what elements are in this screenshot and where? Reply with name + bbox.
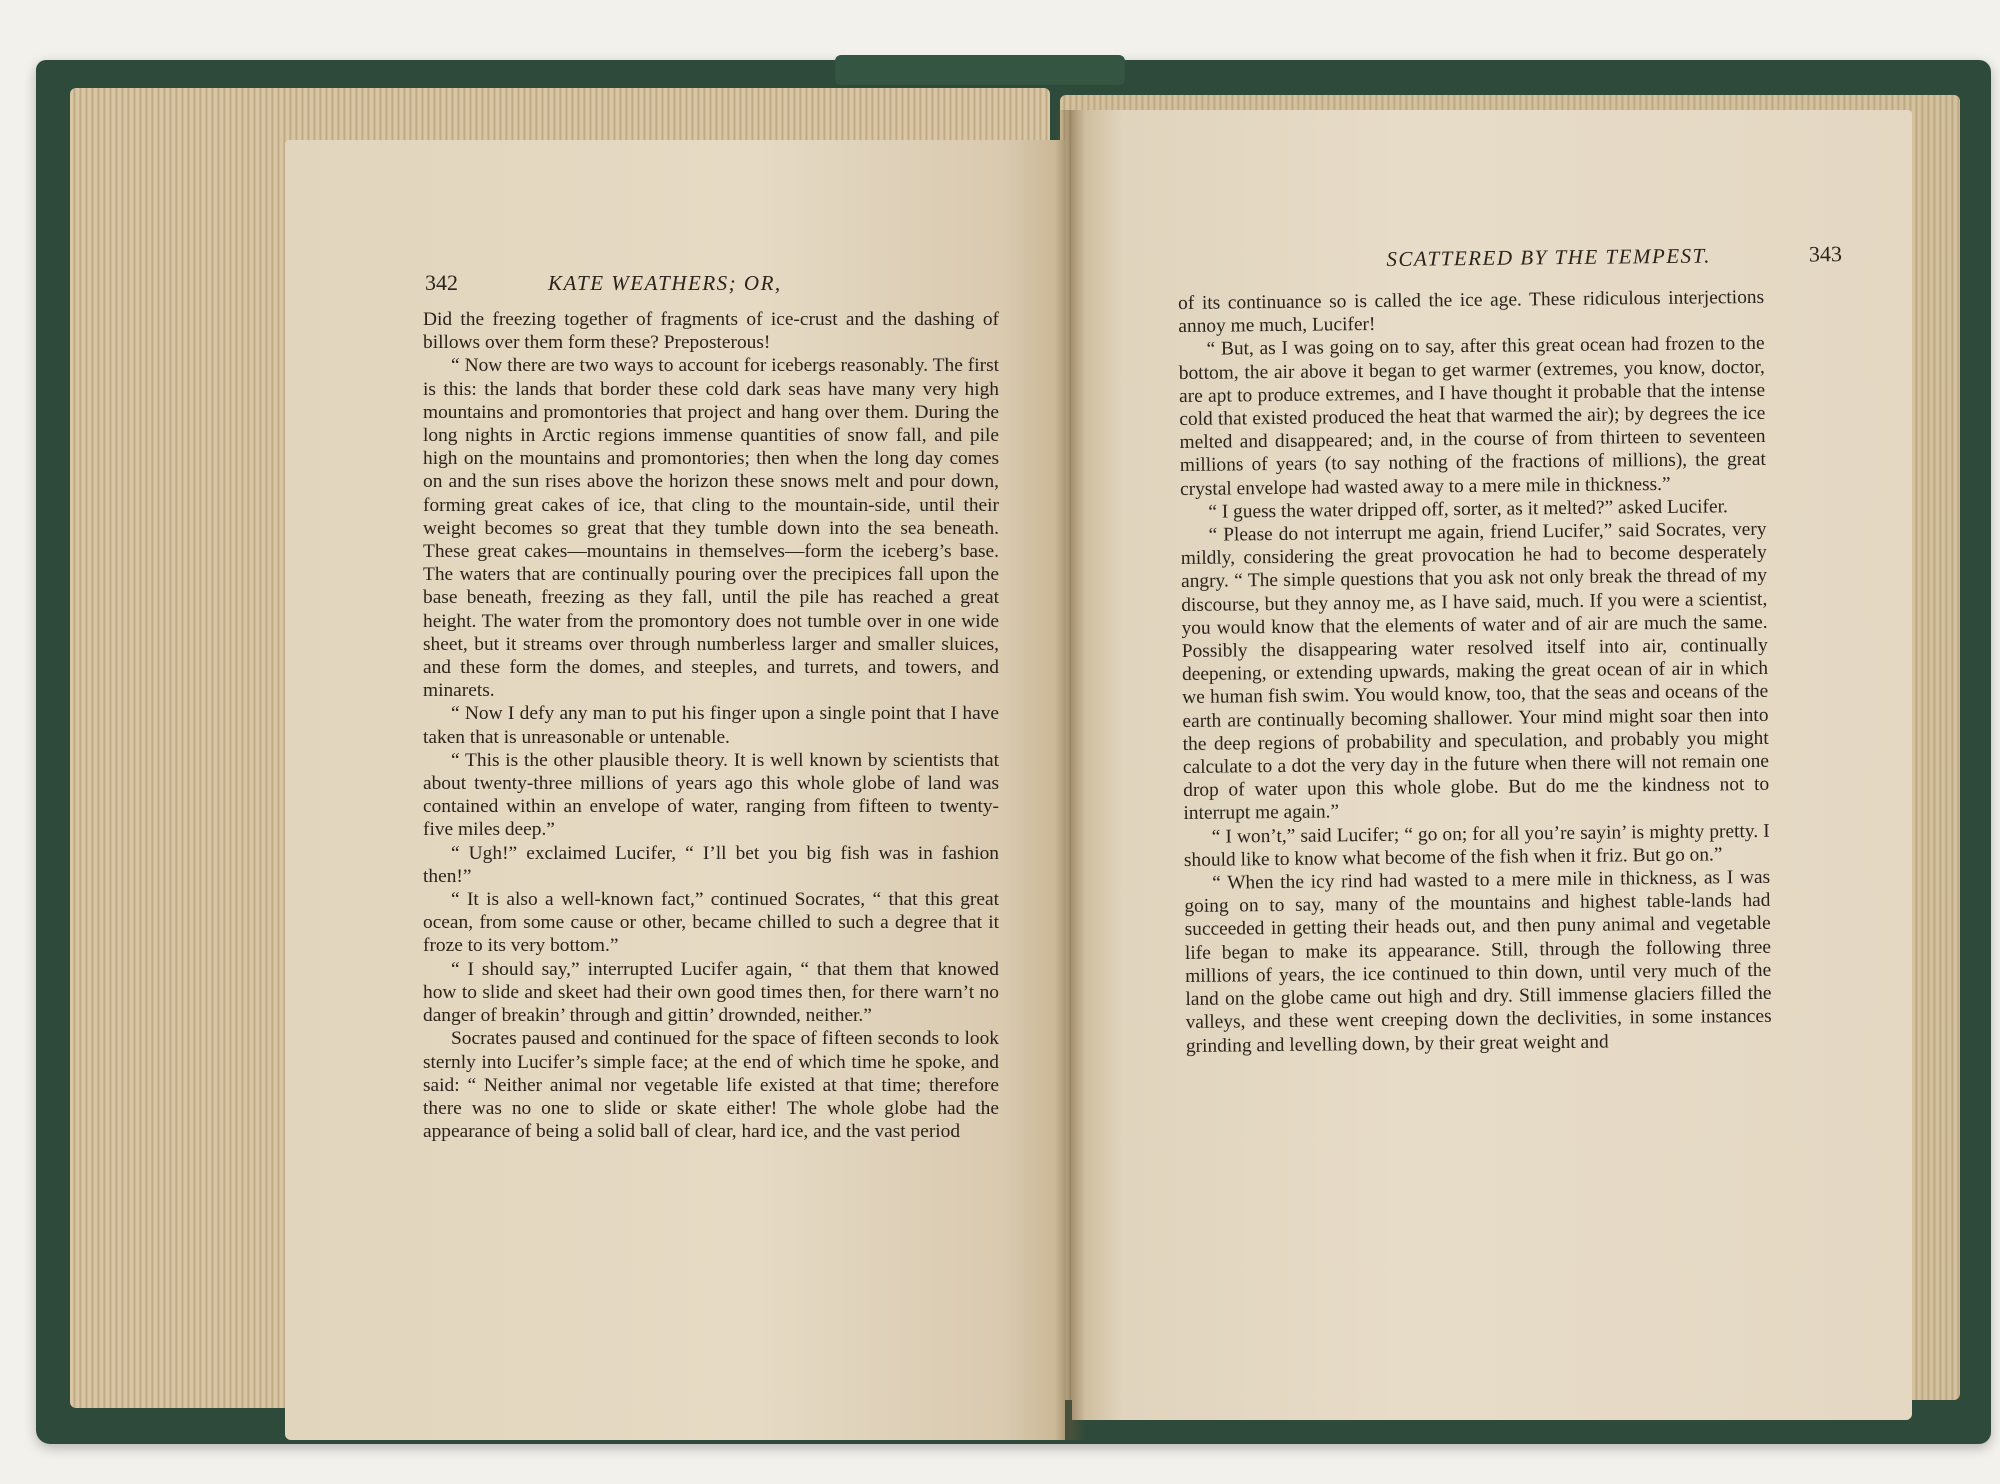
paragraph: of its continuance so is called the ice age. These ridiculous interjections annoy me much, Lucifer! — [1178, 286, 1765, 338]
paragraph: “ Now there are two ways to account for icebergs reasonably. The first is this: the lands that border these cold dark seas have many very high mountains and promontories that project and hang over them. During the long nights in Arctic regions immense quantities of snow fall, and pile high on the mountains and promontories; then when the long day comes on and the sun rises above the horizon these snows melt and pour down, forming great cakes of ice, that cling to the mountain-side, until their weight becomes so great that they tumble down into the sea beneath. These great cakes—mountains in themselves—form the iceberg’s base. The waters that are continually pouring over the precipices fall upon the base beneath, freezing as they fall, until the pile has reached a great height. The water from the promontory does not tumble over in one wide sheet, but it streams over through numberless larger and smaller sluices, and these form the domes, and steeples, and turrets, and towers, and minarets. — [423, 355, 999, 702]
right-page-number: 343 — [1808, 241, 1843, 267]
paragraph: “ When the icy rind had wasted to a mere mile in thickness, as I was going on to say, many of the mountains and highest table-lands had succeeded in getting their heads out, and then puny animal and vegetable life began to make its appearance. Still, through the following three millions of years, the ice continued to thin down, until very much of the land on the globe came out high and dry. Still immense glaciers filled the valleys, and these went creeping down the declivities, in some instances grinding and levelling down, by their great weight and — [1184, 866, 1772, 1057]
paragraph: “ It is also a well-known fact,” continued Socrates, “ that this great ocean, from some cause or other, became chilled to such a degree that it froze to its very bottom.” — [423, 889, 999, 957]
right-running-title: SCATTERED BY THE TEMPEST. — [1386, 243, 1712, 271]
right-page — [1072, 110, 1912, 1420]
paragraph: “ I should say,” interrupted Lucifer again, “ that them that knowed how to slide and skeet had their own good times then, for there warn’t no danger of breakin’ through and gittin’ drownded, neither.” — [423, 958, 999, 1027]
book-spine — [835, 55, 1125, 85]
left-running-title: KATE WEATHERS; OR, — [548, 271, 782, 295]
paragraph: Socrates paused and continued for the space of fifteen seconds to look sternly into Lucifer’s simple face; at the end of which time he spoke, and said: “ Neither animal nor vegetable life existed at that time; therefore there was no one to slide or skate either! The whole globe had the appearance of being a solid ball of clear, hard ice, and the vast period — [423, 1028, 999, 1143]
paragraph: “ I guess the water dripped off, sorter, as it melted?” asked Lucifer. — [1208, 496, 1728, 523]
paragraph: “ But, as I was going on to say, after this great ocean had frozen to the bottom, the air above it began to get warmer (extremes, you know, doctor, are apt to produce extremes, and I have thought it probable that the intense cold that existed produced the heat that warmed the air); by degrees the ice melted and disappeared; and, in the course of from thirteen to seventeen millions of years (to say nothing of the fractions of millions), the great crystal envelope had wasted away to a mere mile in thickness.” — [1178, 333, 1766, 500]
left-page — [285, 140, 1065, 1440]
left-page-header — [425, 270, 965, 296]
right-page-text — [1178, 286, 1772, 1058]
paragraph: “ This is the other plausible theory. It is well known by scientists that about twenty-three millions of years ago this whole globe of land was contained within an envelope of water, ranging from fifteen to twenty-five miles deep.” — [423, 749, 999, 841]
paragraph: “ Now I defy any man to put his finger upon a single point that I have taken that is unreasonable or untenable. — [423, 703, 999, 748]
left-page-text — [423, 308, 999, 1143]
left-page-number: 342 — [425, 270, 458, 295]
right-page-header — [1302, 241, 1842, 273]
paragraph: “ Please do not interrupt me again, friend Lucifer,” said Socrates, very mildly, considering the great provocation he had to become desperately angry. “ The simple questions that you ask not only break the thread of my discourse, but they annoy me, as I have said, much. If you were a scientist, you would know that the elements of water and of air are much the same. Possibly the disappearing water resolved itself into air, continually deepening, or extending upwards, making the great ocean of air in which we human fish swim. You would know, too, that the seas and oceans of the earth are continually becoming shallower. Your mind might soar then into the deep regions of probability and speculation, and probably you might calculate to a dot the very day in the future when there will not remain one drop of water upon this whole globe. But do me the kindness not to interrupt me again.” — [1180, 518, 1770, 825]
paragraph: Did the freezing together of fragments of ice-crust and the dashing of billows over them form these? Preposterous! — [423, 309, 999, 354]
paragraph: “ Ugh!” exclaimed Lucifer, “ I’ll bet you big fish was in fashion then!” — [423, 842, 999, 887]
paragraph: “ I won’t,” said Lucifer; “ go on; for all you’re sayin’ is mighty pretty. I should like to know what become of the fish when it friz. But go on.” — [1183, 820, 1770, 871]
book-gutter — [1055, 110, 1085, 1440]
